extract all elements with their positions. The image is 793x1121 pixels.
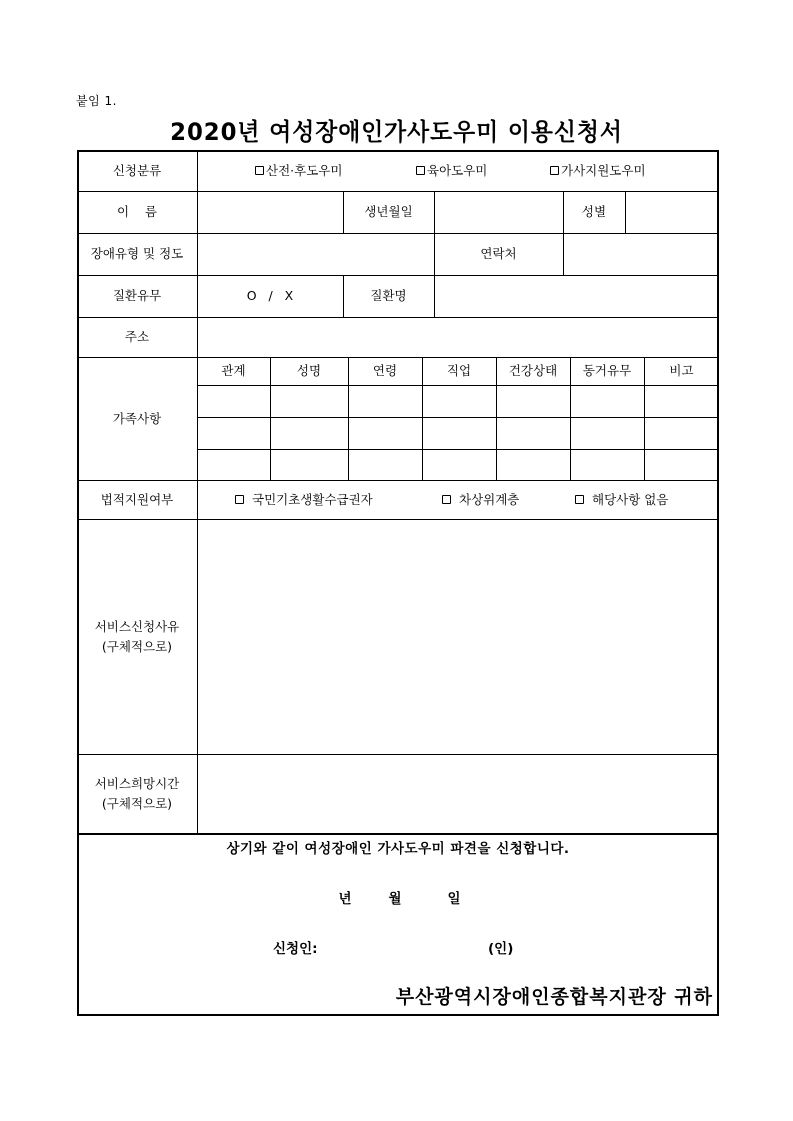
option-prenatal[interactable]: 산전·후도우미 <box>255 150 342 191</box>
illness-label: 질환유무 <box>112 288 162 303</box>
birth-field[interactable] <box>434 191 563 233</box>
option-not-applicable[interactable]: 해당사항 없음 <box>575 480 668 519</box>
family-row[interactable] <box>197 385 719 417</box>
applicant-field[interactable] <box>339 936 479 960</box>
checkbox-icon[interactable] <box>416 166 425 175</box>
family-row[interactable] <box>197 449 719 480</box>
attachment-label: 붙임 1. <box>76 94 117 108</box>
disability-label: 장애유형 및 정도 <box>90 246 184 261</box>
legal-support-label: 법적지원여부 <box>100 491 174 507</box>
illness-yes-no[interactable]: O / X <box>246 288 294 303</box>
checkbox-icon[interactable] <box>575 495 584 504</box>
name-label: 이 름 <box>116 204 158 219</box>
disability-field[interactable] <box>197 233 434 275</box>
reason-label: 서비스신청사유 (구체적으로) <box>94 618 180 654</box>
birth-label: 생년월일 <box>364 204 413 219</box>
address-label: 주소 <box>124 329 150 344</box>
applicant-label: 신청인: <box>273 941 318 957</box>
checkbox-icon[interactable] <box>442 495 451 504</box>
family-header-job: 직업 <box>446 363 472 378</box>
option-basic-livelihood[interactable]: 국민기초생활수급권자 <box>235 480 373 519</box>
contact-label: 연락처 <box>480 246 517 261</box>
contact-field[interactable] <box>563 233 719 275</box>
gender-label: 성별 <box>581 204 607 219</box>
family-row[interactable] <box>197 417 719 449</box>
address-field[interactable] <box>197 317 719 357</box>
category-label: 신청분류 <box>112 162 162 178</box>
option-housework[interactable]: 가사지원도우미 <box>550 150 646 191</box>
family-label: 가족사항 <box>112 410 162 426</box>
family-header-age: 연령 <box>372 363 398 378</box>
hours-field[interactable] <box>197 754 719 833</box>
family-header-relation: 관계 <box>221 363 246 378</box>
application-statement: 상기와 같이 여성장애인 가사도우미 파견을 신청합니다. <box>226 841 570 857</box>
option-near-poverty[interactable]: 차상위계층 <box>442 480 519 519</box>
recipient-line: 부산광역시장애인종합복지관장 귀하 <box>395 986 713 1008</box>
illness-name-label: 질환명 <box>370 288 407 303</box>
checkbox-icon[interactable] <box>255 166 264 175</box>
seal-mark: (인) <box>488 941 514 957</box>
footer-divider <box>77 833 719 835</box>
gender-field[interactable] <box>625 191 719 233</box>
illness-name-field[interactable] <box>434 275 719 317</box>
option-childcare[interactable]: 육아도우미 <box>416 150 487 191</box>
reason-field[interactable] <box>197 519 719 754</box>
family-header-cohabit: 동거유무 <box>582 363 632 378</box>
date-month-label: 월 <box>388 891 402 907</box>
hours-label: 서비스희망시간 (구체적으로) <box>94 775 180 811</box>
family-header-health: 건강상태 <box>508 363 558 378</box>
date-year-label: 년 <box>338 891 352 907</box>
checkbox-icon[interactable] <box>550 166 559 175</box>
application-form <box>77 150 719 1016</box>
family-header-name: 성명 <box>296 363 322 378</box>
name-field[interactable] <box>197 191 343 233</box>
form-title: 2020년 여성장애인가사도우미 이용신청서 <box>170 118 623 146</box>
family-header-note: 비고 <box>669 363 694 378</box>
checkbox-icon[interactable] <box>235 495 244 504</box>
date-day-label: 일 <box>447 891 461 907</box>
